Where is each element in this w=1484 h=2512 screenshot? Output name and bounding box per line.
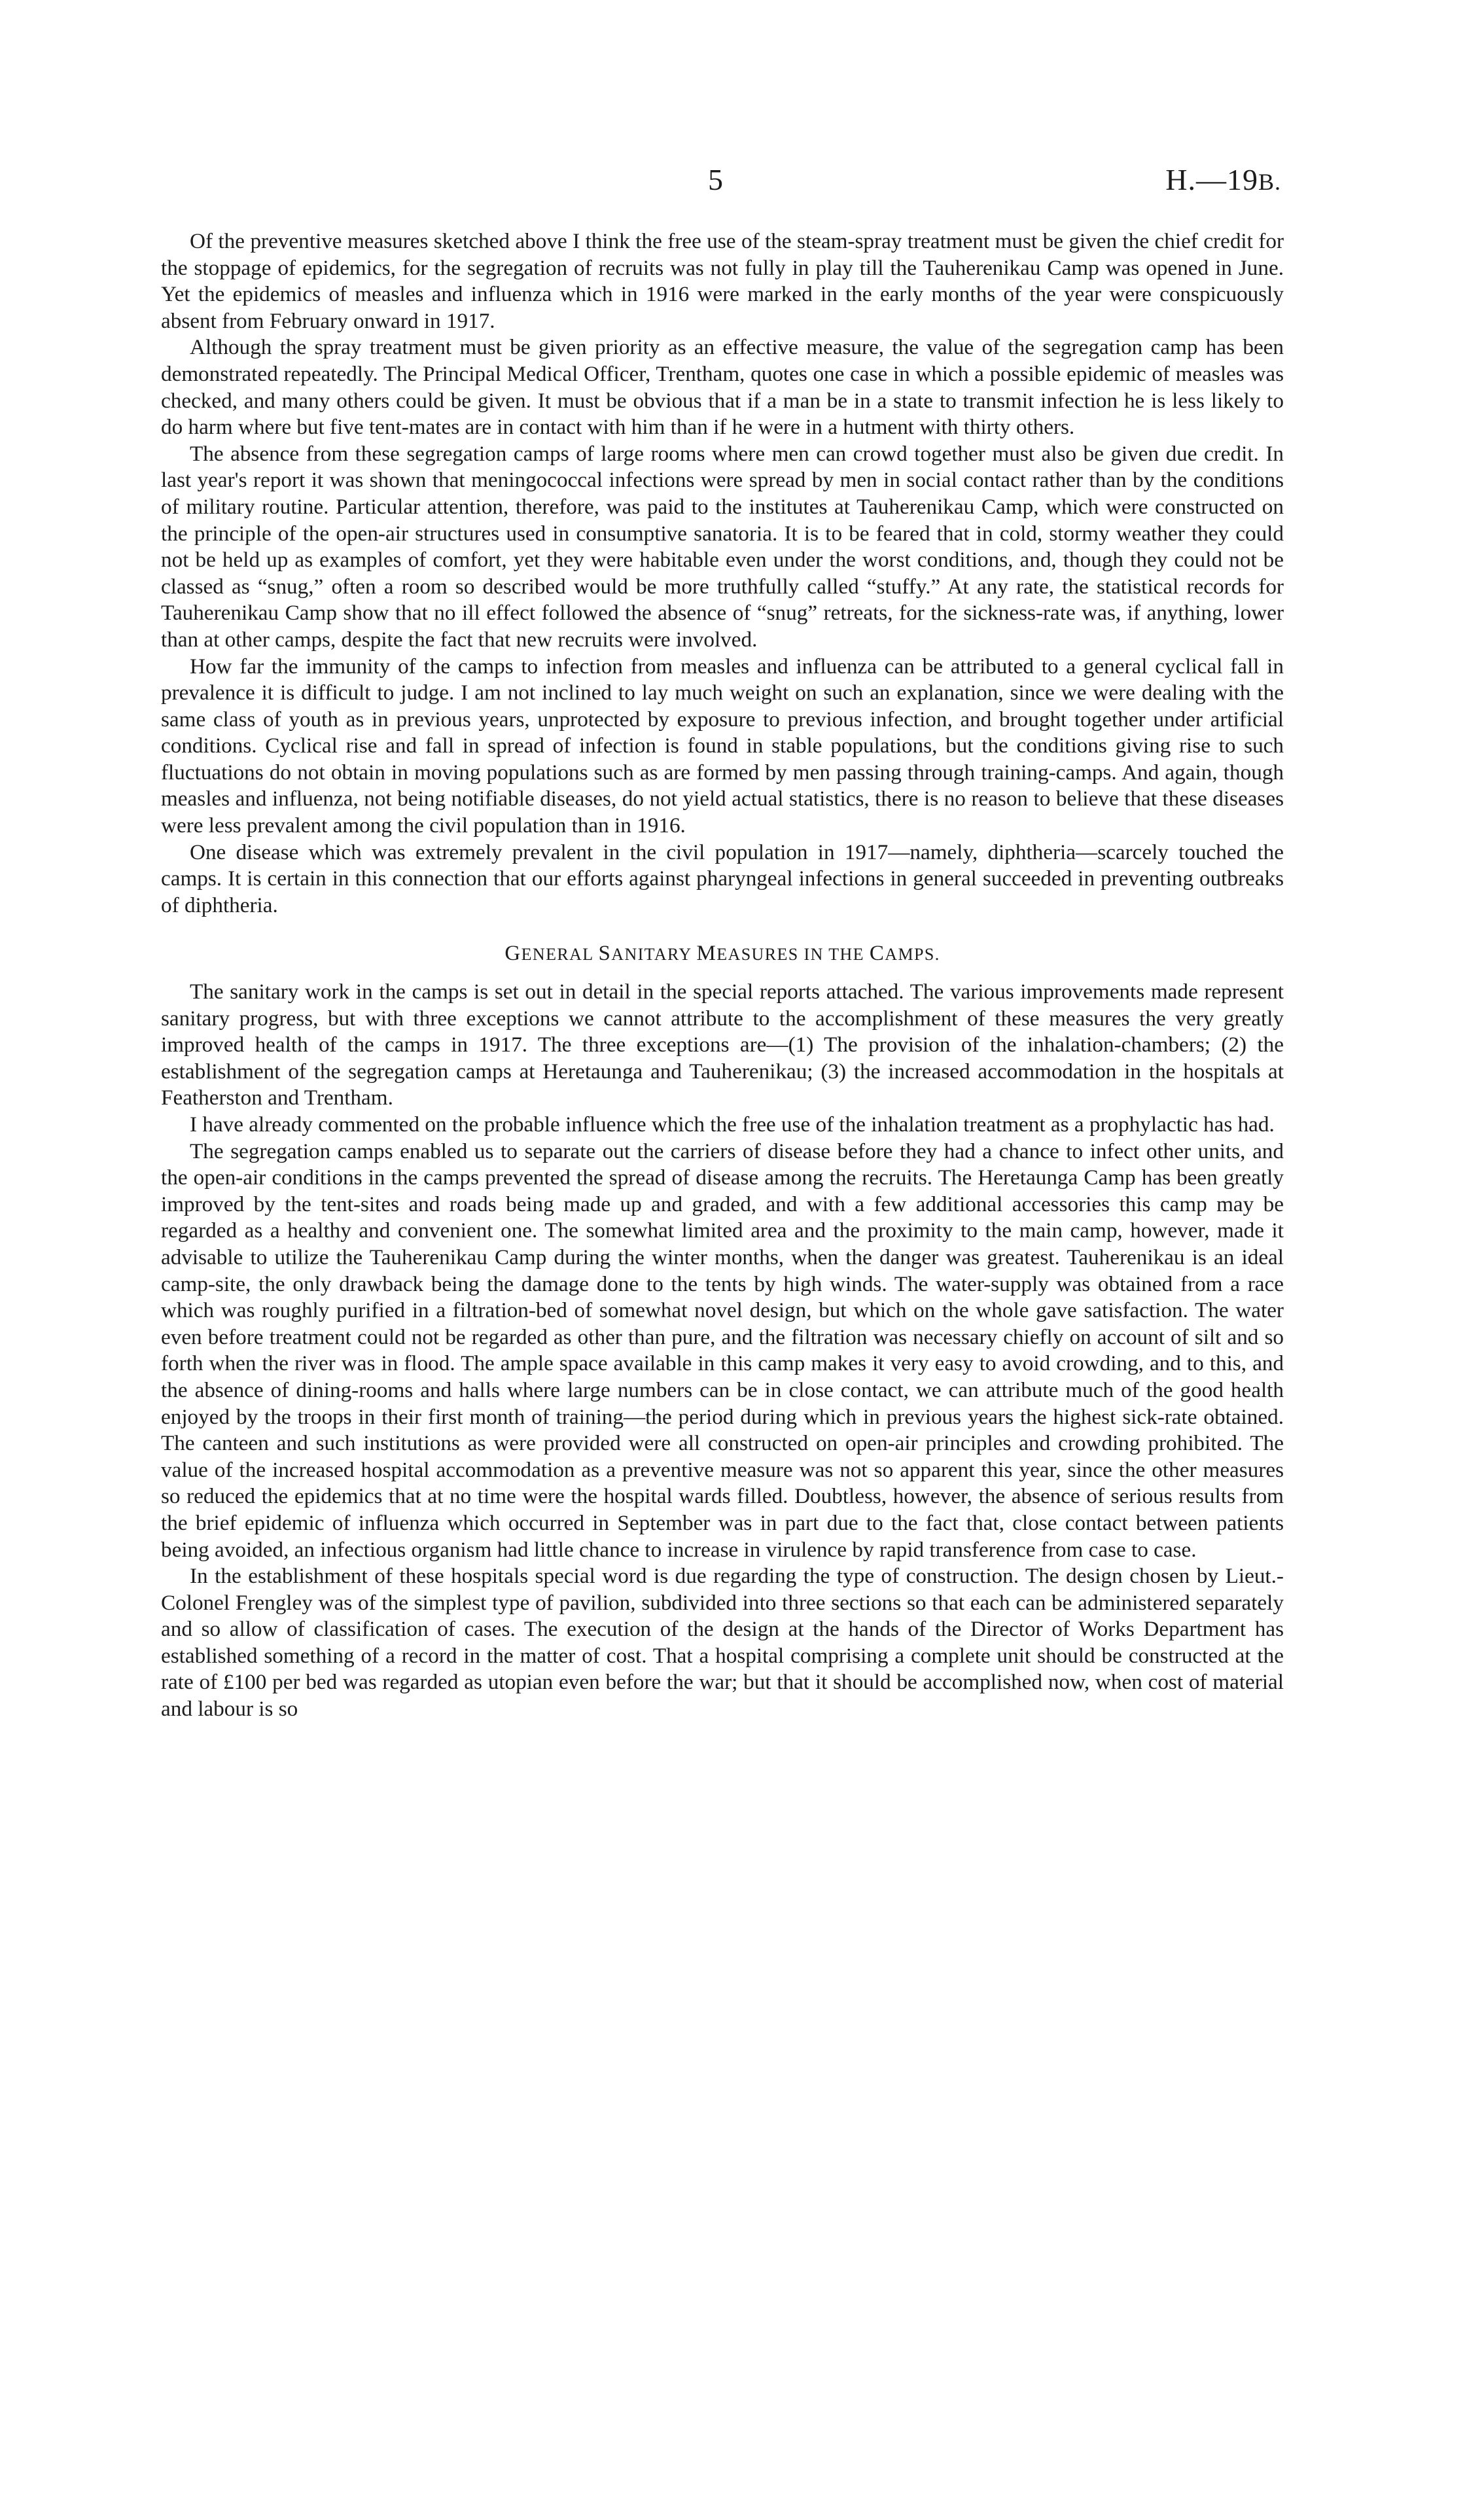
page-number: 5 xyxy=(708,163,723,196)
series-main: H.—19 xyxy=(1165,163,1258,196)
page-header xyxy=(0,162,1484,202)
paragraph: The sanitary work in the camps is set out in detail in the special reports attached. The various improvements made represent sanitary progress, but with three exceptions we cannot attribute to the accomplishment of these measures the very greatly improved health of the camps in 1917. The three exceptions are—(1) The provision of the inhalation-chambers; (2) the establishment of the segregation camps at Heretaunga and Tauherenikau; (3) the increased accommodation in the hospitals at Featherston and Trentham. xyxy=(161,980,1284,1110)
paragraph: How far the immunity of the camps to infection from measles and influenza can be attributed to a general cyclical fall in prevalence it is difficult to judge. I am not inclined to lay much weight on such an explanation, since we were dealing with the same class of youth as in previous years, unprotected by exposure to previous infection, and brought together under artificial conditions. Cyclical rise and fall in spread of infection is found in stable populations, but the conditions giving rise to such fluctuations do not obtain in moving populations such as are formed by men passing through training-camps. And again, though measles and influenza, not being notifiable diseases, do not yield actual statistics, there is no reason to believe that these diseases were less prevalent among the civil population than in 1916. xyxy=(161,654,1284,838)
paragraph: Of the preventive measures sketched above I think the free use of the steam-spray treatment must be given the chief credit for the stoppage of epidemics, for the segregation of recruits was not fully in play till the Tauherenikau Camp was opened in June. Yet the epidemics of measles and influenza which in 1916 were marked in the early months of the year were conspicuously absent from February onward in 1917. xyxy=(161,229,1284,333)
paragraph: In the establishment of these hospitals special word is due regarding the type of construction. The design chosen by Lieut.-Colonel Frengley was of the simplest type of pavilion, subdivided into three sections so that each can be administered separately and so allow of classification of cases. The execution of the design at the hands of the Director of Works Department has established something of a record in the matter of cost. That a hospital comprising a complete unit should be constructed at the rate of £100 per bed was regarded as utopian even before the war; but that it should be accomplished now, when cost of material and labour is so xyxy=(161,1564,1284,1722)
paragraph: The absence from these segregation camps of large rooms where men can crowd together must also be given due credit. In last year's report it was shown that meningococcal infections were spread by men in social contact rather than by the conditions of military routine. Particular attention, therefore, was paid to the institutes at Tauherenikau Camp, which were constructed on the principle of the open-air structures used in consumptive sanatoria. It is to be feared that in cold, stormy weather they could not be held up as examples of comfort, yet they were habitable even under the worst conditions, and, though they could not be classed as “snug,” often a room so described would be more truthfully called “stuffy.” At any rate, the statistical records for Tauherenikau Camp show that no ill effect followed the absence of “snug” retreats, for the sickness-rate was, if anything, lower than at other camps, despite the fact that new recruits were involved. xyxy=(161,441,1284,652)
paragraph: I have already commented on the probable influence which the free use of the inhalation treatment as a prophylactic has had. xyxy=(190,1112,1275,1137)
paragraph: Although the spray treatment must be given priority as an effective measure, the value of the segregation camp has been demonstrated repeatedly. The Principal Medical Officer, Trentham, quotes one case in which a possible epidemic of measles was checked, and many others could be given. It must be obvious that if a man be in a state to transmit infection he is less likely to do harm where but five tent-mates are in contact with him than if he were in a hutment with thirty others. xyxy=(161,335,1284,440)
section-heading: GENERAL SANITARY MEASURES IN THE CAMPS. xyxy=(504,942,940,966)
paragraph: The segregation camps enabled us to separate out the carriers of disease before they had a chance to infect other units, and the open-air conditions in the camps prevented the spread of disease among the recruits. The Heretaunga Camp has been greatly improved by the tent-sites and roads being made up and graded, and with a few additional accessories this camp may be regarded as a healthy and convenient one. The somewhat limited area and the proximity to the main camp, however, made it advisable to utilize the Tauherenikau Camp during the winter months, when the danger was greatest. Tauherenikau is an ideal camp-site, the only drawback being the damage done to the tents by high winds. The water-supply was obtained from a race which was roughly purified in a filtration-bed of somewhat novel design, but which on the whole gave satisfaction. The water even before treatment could not be regarded as other than pure, and the filtration was necessary chiefly on account of silt and so forth when the river was in flood. The ample space available in this camp makes it very easy to avoid crowding, and to this, and the absence of dining-rooms and halls where large numbers can be in close contact, we can attribute much of the good health enjoyed by the troops in their first month of training—the period during which in previous years the highest sick-rate obtained. The canteen and such institutions as were provided were all constructed on open-air principles and crowding prohibited. The value of the increased hospital accommodation as a preventive measure was not so apparent this year, since the other measures so reduced the epidemics that at no time were the hospital wards filled. Doubtless, however, the absence of serious results from the brief epidemic of influenza which occurred in September was in part due to the fact that, close contact between patients being avoided, an infectious organism had little chance to increase in virulence by rapid transference from case to case. xyxy=(161,1139,1284,1562)
body-text xyxy=(161,228,1284,1723)
paragraph: One disease which was extremely prevalent in the civil population in 1917—namely, diphtheria—scarcely touched the camps. It is certain in this connection that our efforts against pharyngeal infections in general succeeded in preventing outbreaks of diphtheria. xyxy=(161,840,1284,917)
series-reference xyxy=(1165,162,1281,197)
series-sub: B. xyxy=(1258,169,1281,195)
